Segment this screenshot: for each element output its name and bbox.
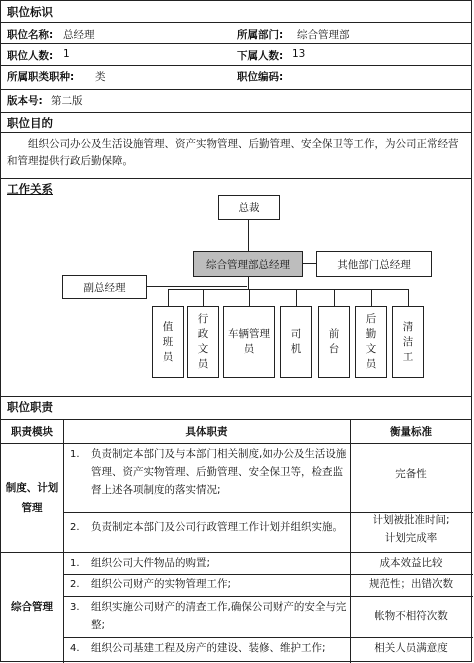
org-dept-label: 前台: [328, 328, 340, 355]
org-connector: [147, 286, 247, 287]
org-dept-cleaner: [392, 306, 424, 378]
row-divider: [63, 596, 473, 597]
duty-row-text: 负责制定本部门及与本部门相关制度,如办公及生活设施管理、资产实物管理、后勤管理、安全保卫等，检查监督上述各项制度的落实情况;: [91, 448, 347, 496]
org-dept-reception: [318, 306, 350, 378]
org-dept-label: 司机: [290, 328, 302, 355]
duty-row-text: 组织公司基建工程及房产的建设、装修、维护工作;: [91, 642, 326, 654]
subordinates-value: 13: [292, 48, 306, 60]
department-value: 综合管理部: [297, 29, 350, 41]
org-connector: [168, 289, 169, 306]
org-dept-logistics-clerk: [355, 306, 387, 378]
duty-row-number: 2.: [70, 579, 80, 590]
org-connector: [296, 289, 297, 306]
divider: [1, 178, 471, 179]
org-connector: [408, 289, 409, 306]
duty-row-measure: 帐物不相符次数: [374, 610, 448, 622]
divider: [1, 552, 471, 553]
row-divider: [63, 637, 473, 638]
table-header-module: 职责模块: [11, 426, 53, 438]
org-dept-vehicle-manager: [223, 306, 275, 378]
position-name-value: 总经理: [63, 29, 95, 41]
table-header-measure: 衡量标准: [390, 426, 432, 438]
org-dept-label: 清洁工: [402, 320, 414, 363]
duty-row-measure: 成本效益比较: [379, 557, 443, 569]
divider: [1, 443, 471, 444]
subordinates-label: 下属人数:: [237, 50, 284, 62]
org-node-current-position: 综合管理部总经理: [193, 251, 303, 277]
department-label: 所属部门:: [237, 29, 284, 41]
position-name-label: 职位名称:: [7, 29, 54, 41]
section-title-identity: 职位标识: [7, 5, 53, 19]
version-label: 版本号:: [7, 95, 43, 107]
org-connector: [303, 263, 316, 264]
org-node-president: 总裁: [218, 195, 280, 220]
divider: [1, 419, 471, 420]
divider: [1, 89, 471, 90]
section-title-relations: 工作关系: [7, 182, 53, 196]
duty-module-1-line-1: 制度、计划: [5, 482, 59, 494]
divider: [1, 132, 471, 133]
duty-row-number: 4.: [70, 643, 80, 654]
job-category-label: 所属职类职种:: [7, 71, 75, 83]
org-connector: [168, 289, 408, 290]
org-dept-label: 值班员: [162, 320, 174, 363]
org-dept-duty-staff: [152, 306, 184, 378]
headcount-value: 1: [63, 48, 70, 60]
org-connector: [203, 289, 204, 306]
org-connector: [371, 289, 372, 306]
org-connector: [249, 289, 250, 306]
duty-row-number: 3.: [70, 602, 80, 613]
org-connector: [248, 220, 249, 251]
job-category-value: 类: [95, 71, 106, 83]
duty-row-text: 组织公司大件物品的购置;: [91, 557, 211, 569]
table-header-duty: 具体职责: [185, 426, 228, 438]
org-node-deputy-manager: 副总经理: [62, 275, 147, 299]
duty-module-2: 综合管理: [11, 601, 53, 613]
duty-row-number: 2.: [70, 522, 80, 533]
org-dept-admin-clerk: [187, 306, 219, 378]
duty-row-number: 1.: [70, 449, 80, 460]
divider: [1, 112, 471, 113]
version-value: 第二版: [51, 95, 83, 107]
org-dept-driver: [280, 306, 312, 378]
duty-row-number: 1.: [70, 558, 80, 569]
org-dept-label: 后勤文员: [365, 313, 377, 370]
duty-row-measure: 相关人员满意度: [374, 642, 448, 654]
duty-row-text: 负责制定本部门及公司行政管理工作计划并组织实施。: [91, 521, 343, 533]
duty-row-measure-line-2: 计划完成率: [384, 532, 438, 544]
position-code-label: 职位编码:: [237, 71, 284, 83]
table-col-divider: [63, 419, 64, 663]
duty-row-measure: 规范性；出错次数: [369, 578, 453, 590]
duty-module-1-line-2: 管理: [21, 502, 43, 514]
org-dept-label: 行政文员: [197, 313, 209, 370]
headcount-label: 职位人数:: [7, 50, 54, 62]
org-connector: [248, 277, 249, 289]
duty-row-measure-line-1: 计划被批准时间;: [372, 514, 450, 526]
section-title-purpose: 职位目的: [7, 116, 53, 130]
duty-row-measure: 完备性: [395, 468, 427, 480]
org-dept-label: 车辆管理员: [228, 328, 270, 355]
divider: [1, 43, 471, 44]
org-connector: [334, 289, 335, 306]
purpose-text: 组织公司办公及生活设施管理、资产实物管理、后勤管理、安全保卫等工作，为公司正常经营和管理提供行政后勤保障。: [7, 138, 459, 167]
divider: [1, 65, 471, 66]
duty-row-text: 组织公司财产的实物管理工作;: [91, 578, 232, 590]
divider: [1, 22, 471, 23]
duty-row-text: 组织实施公司财产的清查工作,确保公司财产的安全与完整;: [91, 601, 347, 631]
org-node-other-managers: 其他部门总经理: [316, 251, 432, 277]
section-title-duties: 职位职责: [7, 400, 53, 414]
divider: [1, 396, 471, 397]
